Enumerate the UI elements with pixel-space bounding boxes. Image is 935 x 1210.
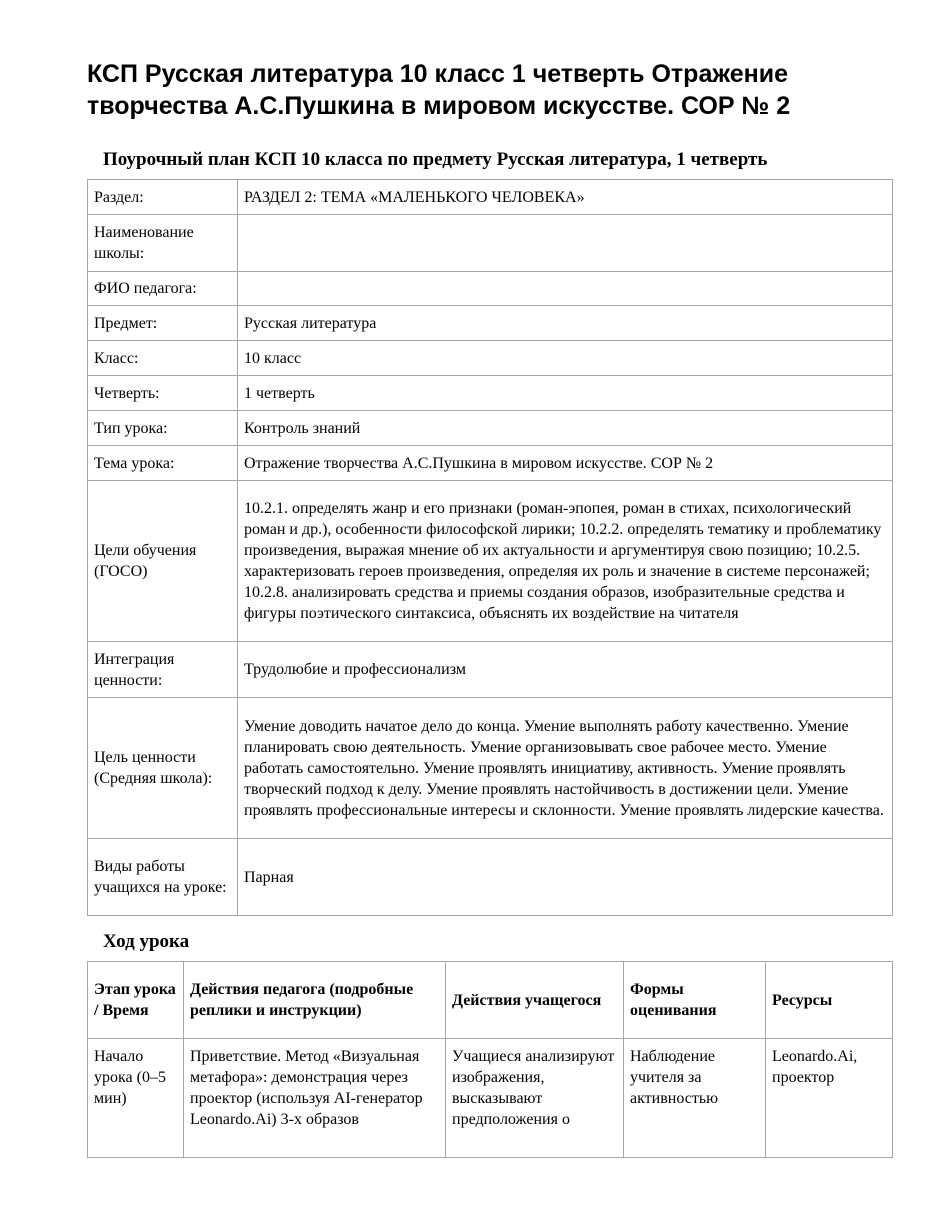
table-row [88, 306, 893, 341]
table-row [88, 1039, 893, 1158]
info-label: Цели обучения (ГОСО) [88, 481, 238, 642]
table-cell: Начало урока (0–5 мин) [88, 1039, 184, 1158]
table-row [88, 411, 893, 446]
table-cell: Приветствие. Метод «Визуальная метафора»: демонстрация через проектор (используя AI-генератор Leonardo.Ai) 3-х образов [184, 1039, 446, 1158]
info-label: Раздел: [88, 180, 238, 215]
info-label: Четверть: [88, 376, 238, 411]
info-label: Виды работы учащихся на уроке: [88, 839, 238, 916]
table-row [88, 180, 893, 215]
info-label: Предмет: [88, 306, 238, 341]
column-header: Ресурсы [766, 962, 893, 1039]
info-label: Наименование школы: [88, 215, 238, 272]
info-value: 1 четверть [238, 376, 893, 411]
column-header: Действия учащегося [446, 962, 624, 1039]
table-row [88, 215, 893, 272]
plan-title: Поурочный план КСП 10 класса по предмету Русская литература, 1 четверть [103, 149, 768, 170]
table-cell: Leonardo.Ai, проектор [766, 1039, 893, 1158]
column-header: Формы оценивания [624, 962, 766, 1039]
table-row [88, 642, 893, 698]
info-value: Трудолюбие и профессионализм [238, 642, 893, 698]
lesson-flow-table [87, 961, 893, 1158]
table-cell: Наблюдение учителя за активностью [624, 1039, 766, 1158]
info-label: Тема урока: [88, 446, 238, 481]
lesson-info-table [87, 179, 893, 916]
document-title: КСП Русская литература 10 класс 1 четверть Отражение творчества А.С.Пушкина в мировом искусстве. СОР № 2 [87, 60, 791, 120]
info-value: Контроль знаний [238, 411, 893, 446]
table-row [88, 272, 893, 306]
info-value: 10.2.1. определять жанр и его признаки (роман-эпопея, роман в стихах, психологический роман и др.), особенности философской лирики; 10.2.2. определять тематику и проблематику произведения, выражая мнение об их актуальности и аргументируя свою позицию; 10.2.5. характеризовать героев произведения, определяя их роль и значение в системе персонажей; 10.2.8. анализировать средства и приемы создания образов, изобразительные средства и фигуры поэтического синтаксиса, объяснять их воздействие на читателя [238, 481, 893, 642]
table-row [88, 376, 893, 411]
table-row [88, 341, 893, 376]
info-value: 10 класс [238, 341, 893, 376]
info-label: Класс: [88, 341, 238, 376]
info-label: Интеграция ценности: [88, 642, 238, 698]
info-value [238, 272, 893, 306]
info-value: Парная [238, 839, 893, 916]
info-label: Цель ценности (Средняя школа): [88, 698, 238, 839]
info-label: Тип урока: [88, 411, 238, 446]
table-row [88, 839, 893, 916]
column-header: Этап урока / Время [88, 962, 184, 1039]
info-label: ФИО педагога: [88, 272, 238, 306]
table-header-row [88, 962, 893, 1039]
info-value: РАЗДЕЛ 2: ТЕМА «МАЛЕНЬКОГО ЧЕЛОВЕКА» [238, 180, 893, 215]
table-cell: Учащиеся анализируют изображения, высказывают предположения о [446, 1039, 624, 1158]
table-row [88, 698, 893, 839]
info-value [238, 215, 893, 272]
column-header: Действия педагога (подробные реплики и инструкции) [184, 962, 446, 1039]
table-row [88, 446, 893, 481]
lesson-flow-title: Ход урока [103, 931, 190, 952]
table-row [88, 481, 893, 642]
info-value: Русская литература [238, 306, 893, 341]
info-value: Умение доводить начатое дело до конца. Умение выполнять работу качественно. Умение планировать свою деятельность. Умение организовывать свое рабочее место. Умение работать самостоятельно. Умение проявлять инициативу, активность. Умение проявлять творческий подход к делу. Умение проявлять настойчивость в достижении цели. Умение проявлять профессиональные интересы и склонности. Умение проявлять лидерские качества. [238, 698, 893, 839]
info-value: Отражение творчества А.С.Пушкина в мировом искусстве. СОР № 2 [238, 446, 893, 481]
